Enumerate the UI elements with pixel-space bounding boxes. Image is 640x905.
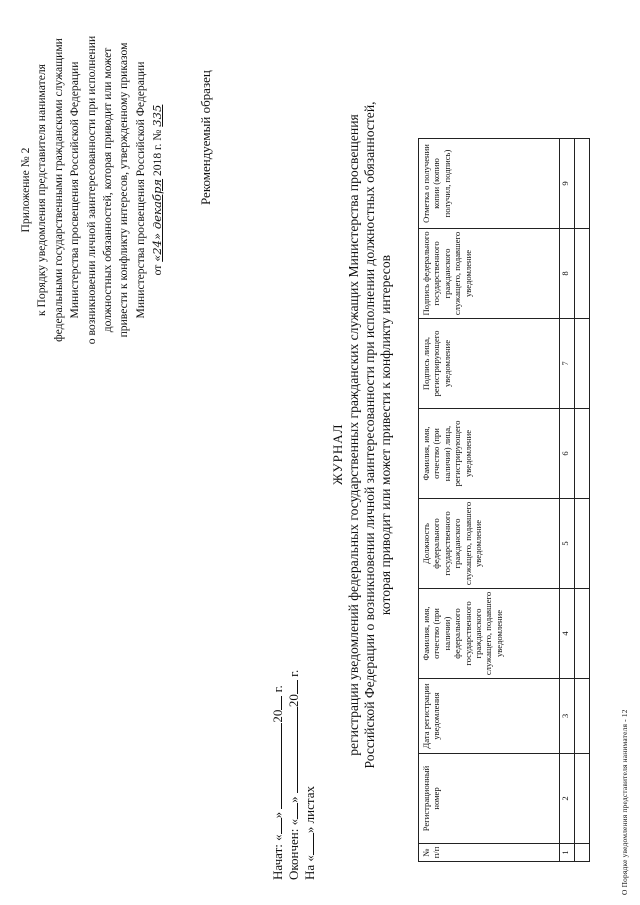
started-line: Начат: «» 20 г. bbox=[270, 685, 285, 880]
appendix-line: привести к конфликту интересов, утвержденному приказом bbox=[117, 42, 131, 338]
journal-meta bbox=[270, 670, 318, 880]
appendix-block bbox=[18, 20, 167, 360]
table-cell bbox=[575, 229, 590, 319]
column-header: Регистрационный номер bbox=[419, 754, 560, 844]
journal-description-line: регистрации уведомлений федеральных государственных гражданских служащих Министерства просвещения bbox=[346, 114, 361, 756]
column-header: Отметка о получении копии (копию получил, подпись) bbox=[419, 139, 560, 229]
appendix-line: федеральными государственными гражданскими служащими bbox=[51, 38, 65, 342]
column-number-row bbox=[560, 139, 575, 862]
appendix-line: о возникновении личной заинтересованности при исполнении bbox=[84, 35, 98, 345]
column-number: 8 bbox=[560, 229, 575, 319]
recommended-sample-label: Рекомендуемый образец bbox=[198, 70, 213, 205]
column-number: 7 bbox=[560, 319, 575, 409]
footer-note: О Порядке уведомления представителя нанимателя - 12 bbox=[620, 709, 629, 895]
column-number: 9 bbox=[560, 139, 575, 229]
ended-line: Окончен: «» 20 г. bbox=[286, 669, 301, 880]
column-number: 5 bbox=[560, 499, 575, 589]
table-cell bbox=[575, 139, 590, 229]
appendix-line: Приложение № 2 bbox=[19, 147, 32, 233]
column-header: Дата регистрации уведомления bbox=[419, 679, 560, 754]
table-row bbox=[575, 139, 590, 862]
appendix-line: Министерства просвещения Российской Федерации bbox=[133, 61, 147, 319]
table-header-row bbox=[419, 139, 560, 862]
column-header: Фамилия, имя, отчество (при наличии) лица, регистрирующего уведомление bbox=[419, 409, 560, 499]
column-header: Подпись федерального государственного гражданского служащего, подавшего уведомление bbox=[419, 229, 560, 319]
date-prefix: от bbox=[151, 264, 165, 276]
table-cell bbox=[575, 409, 590, 499]
table-cell bbox=[575, 844, 590, 862]
column-number: 6 bbox=[560, 409, 575, 499]
table-cell bbox=[575, 679, 590, 754]
table-cell bbox=[575, 589, 590, 679]
approval-date-line bbox=[149, 20, 166, 360]
column-number: 4 bbox=[560, 589, 575, 679]
sheets-line: На «» листах bbox=[302, 786, 317, 880]
column-number: 1 bbox=[560, 844, 575, 862]
appendix-line: к Порядку уведомления представителя нанимателя bbox=[35, 64, 49, 316]
handwritten-order-number: 335 bbox=[150, 104, 165, 127]
journal-description-line: Российской Федерации о возникновении личной заинтересованности при исполнении должностных обязанностей, bbox=[362, 101, 377, 769]
table-cell bbox=[575, 319, 590, 409]
journal-title: ЖУРНАЛ bbox=[330, 423, 345, 485]
table-cell bbox=[575, 499, 590, 589]
handwritten-date: «24» декабря bbox=[150, 178, 165, 262]
journal-description bbox=[346, 45, 394, 825]
column-header: № п/п bbox=[419, 844, 560, 862]
column-header: Подпись лица, регистрирующего уведомление bbox=[419, 319, 560, 409]
column-header: Должность федерального государственного гражданского служащего, подавшего уведомление bbox=[419, 499, 560, 589]
appendix-line: должностных обязанностей, которая приводит или может bbox=[101, 47, 115, 333]
column-number: 2 bbox=[560, 754, 575, 844]
column-header: Фамилия, имя, отчество (при наличии) федерального государственного гражданского служащего, подавшего уведомление bbox=[419, 589, 560, 679]
column-number: 3 bbox=[560, 679, 575, 754]
journal-description-line: которая приводит или может привести к конфликту интересов bbox=[378, 254, 393, 616]
date-year: 2018 г. № bbox=[151, 129, 165, 177]
journal-table bbox=[418, 138, 590, 862]
appendix-line: Министерства просвещения Российской Федерации bbox=[68, 61, 82, 319]
table-cell bbox=[575, 754, 590, 844]
